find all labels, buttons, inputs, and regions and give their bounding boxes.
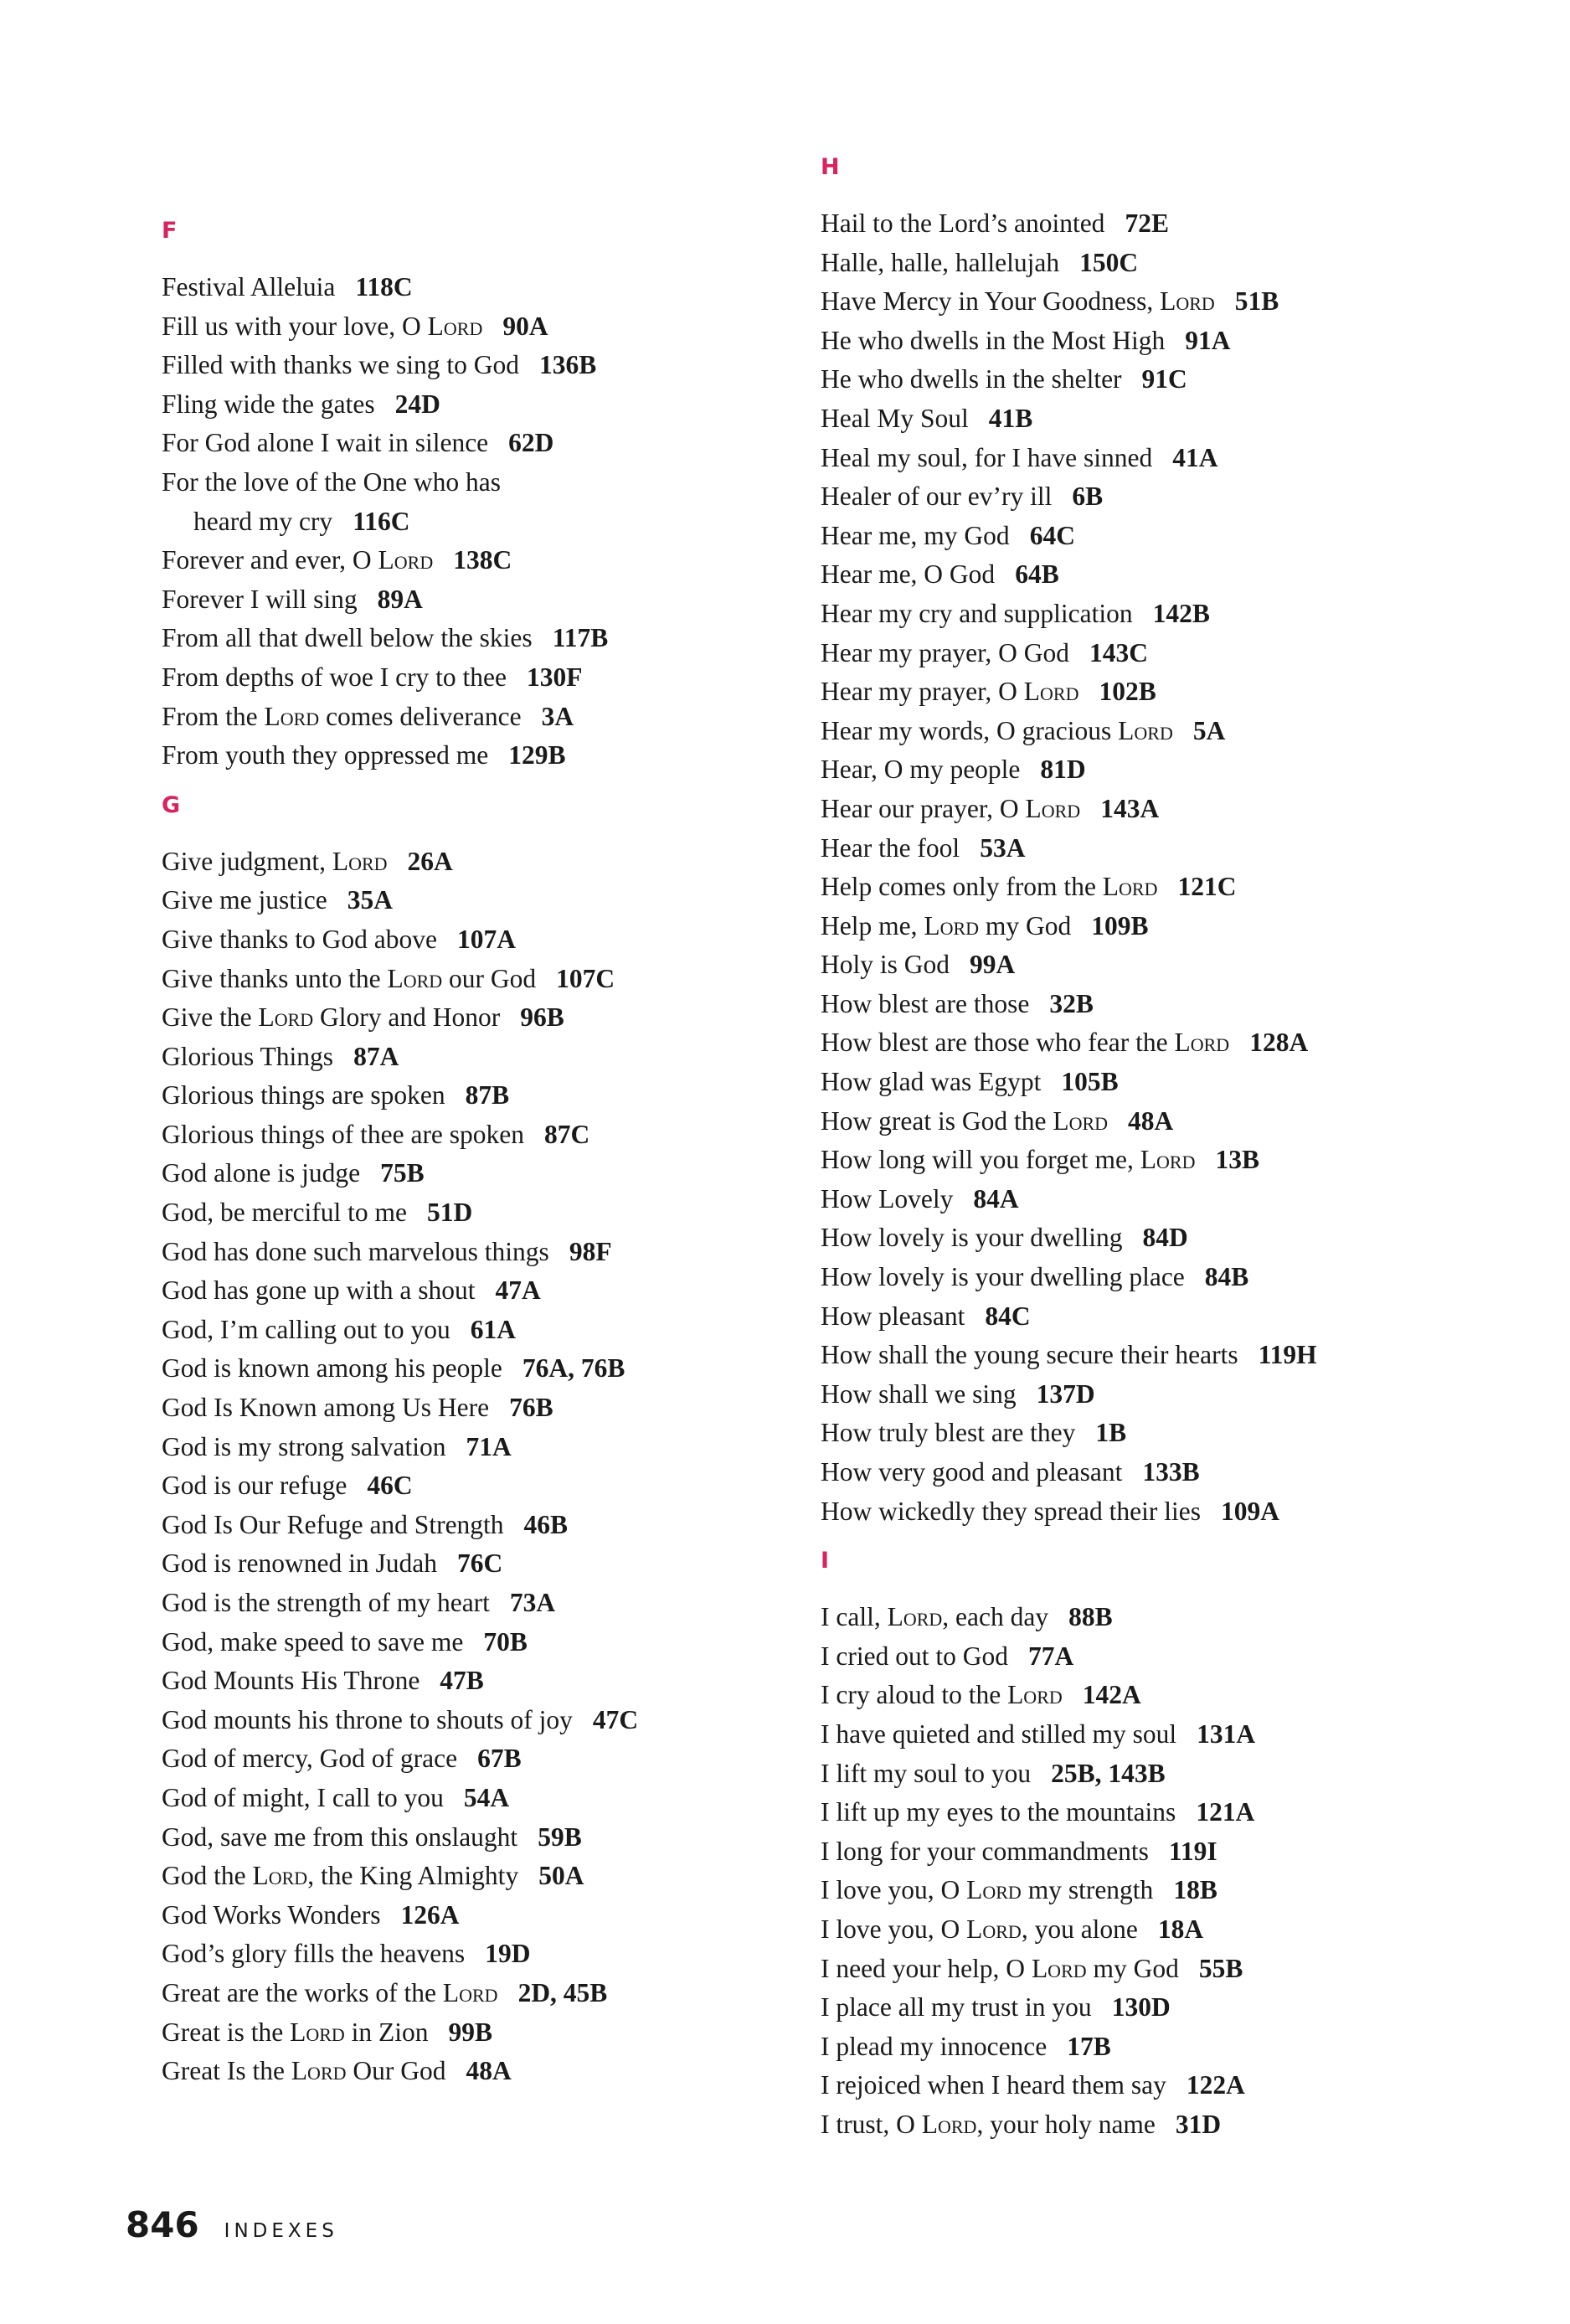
index-entry xyxy=(162,1506,815,1545)
entry-title: Healer of our ev’ry ill xyxy=(821,482,1053,512)
entry-psalm-number: 19D xyxy=(485,1939,531,1969)
entry-psalm-number: 122A xyxy=(1186,2070,1245,2100)
index-entry xyxy=(162,1428,815,1467)
entry-psalm-number: 47C xyxy=(592,1704,639,1734)
index-entry xyxy=(162,619,815,658)
entry-psalm-number: 84A xyxy=(973,1183,1019,1214)
entry-psalm-number: 143C xyxy=(1089,637,1149,667)
entry-title: Glorious things of thee are spoken xyxy=(162,1119,525,1149)
entry-psalm-number: 47B xyxy=(440,1666,484,1696)
entry-psalm-number: 5A xyxy=(1192,715,1226,745)
entry-title: Great is the Lord in Zion xyxy=(162,2017,429,2047)
entry-psalm-number: 88B xyxy=(1068,1602,1113,1632)
entry-psalm-number: 54A xyxy=(463,1782,510,1812)
index-entry xyxy=(821,946,1541,985)
index-entry xyxy=(821,282,1541,322)
entry-psalm-number: 109B xyxy=(1091,910,1149,940)
entry-psalm-number: 3A xyxy=(541,701,574,731)
entry-title-continuation: heard my cry xyxy=(193,506,333,536)
index-entry xyxy=(162,1466,815,1506)
entry-list xyxy=(821,1598,1541,2144)
entry-psalm-number: 119H xyxy=(1258,1340,1317,1370)
entry-psalm-number: 77A xyxy=(1027,1641,1074,1671)
index-entry xyxy=(821,204,1541,244)
entry-title: Give thanks to God above xyxy=(162,924,437,954)
entry-title: God alone is judge xyxy=(162,1158,361,1188)
index-entry xyxy=(162,1349,815,1389)
entry-psalm-number: 84B xyxy=(1204,1262,1249,1292)
entry-title: How great is God the Lord xyxy=(821,1105,1109,1136)
entry-psalm-number: 62D xyxy=(508,428,554,458)
entry-title: How blest are those who fear the Lord xyxy=(821,1028,1230,1058)
section-letter-heading: H xyxy=(821,154,840,180)
entry-psalm-number: 13B xyxy=(1215,1145,1259,1175)
entry-psalm-number: 107A xyxy=(456,924,516,954)
entry-title: God’s glory fills the heavens xyxy=(162,1939,466,1969)
entry-psalm-number: 117B xyxy=(552,623,609,653)
index-entry xyxy=(821,1141,1541,1180)
entry-title: He who dwells in the Most High xyxy=(821,325,1166,355)
index-entry xyxy=(821,2105,1541,2145)
index-entry xyxy=(821,1871,1541,1910)
entry-title: Hear our prayer, O Lord xyxy=(821,793,1081,823)
entry-psalm-number: 6B xyxy=(1072,482,1104,512)
index-entry xyxy=(821,1258,1541,1297)
entry-psalm-number: 91C xyxy=(1141,364,1187,394)
entry-title: God has done such marvelous things xyxy=(162,1236,549,1266)
entry-title: I cry aloud to the Lord xyxy=(821,1680,1063,1710)
index-entry xyxy=(821,1950,1541,1989)
page-footer xyxy=(126,2204,338,2254)
entry-title: God, make speed to save me xyxy=(162,1626,464,1657)
entry-title: God, be merciful to me xyxy=(162,1198,408,1228)
index-entry xyxy=(162,1544,815,1584)
entry-psalm-number: 121C xyxy=(1177,872,1237,902)
entry-psalm-number: 72E xyxy=(1125,209,1169,238)
entry-title: Help me, Lord my God xyxy=(821,910,1072,940)
entry-title: Heal My Soul xyxy=(821,403,969,433)
entry-psalm-number: 51B xyxy=(1234,286,1279,317)
entry-title: Have Mercy in Your Goodness, Lord xyxy=(821,286,1215,317)
index-entry xyxy=(821,1910,1541,1950)
entry-psalm-number: 138C xyxy=(453,545,512,575)
index-entry xyxy=(162,268,815,307)
entry-title: Heal my soul, for I have sinned xyxy=(821,442,1153,472)
entry-psalm-number: 107C xyxy=(556,963,615,993)
index-entry xyxy=(821,439,1541,478)
entry-psalm-number: 133B xyxy=(1142,1457,1200,1487)
entry-title: Glorious things are spoken xyxy=(162,1080,445,1110)
entry-title: Holy is God xyxy=(821,950,950,980)
entry-title: I have quieted and stilled my soul xyxy=(821,1719,1177,1749)
index-entry xyxy=(162,541,815,580)
entry-title: God Mounts His Throne xyxy=(162,1666,420,1696)
entry-psalm-number: 17B xyxy=(1067,2031,1111,2061)
entry-psalm-number: 25B, 143B xyxy=(1051,1758,1166,1788)
entry-psalm-number: 126A xyxy=(400,1899,460,1930)
index-entry xyxy=(821,1297,1541,1337)
entry-title: Forever and ever, O Lord xyxy=(162,545,434,575)
entry-title: God Works Wonders xyxy=(162,1899,381,1930)
entry-psalm-number: 131A xyxy=(1197,1719,1256,1749)
entry-psalm-number: 98F xyxy=(569,1236,612,1266)
entry-title: Glorious Things xyxy=(162,1041,334,1071)
index-entry xyxy=(162,1193,815,1233)
entry-title: From depths of woe I cry to thee xyxy=(162,662,507,692)
entry-title: God of mercy, God of grace xyxy=(162,1744,458,1774)
index-entry xyxy=(821,712,1541,751)
index-entry xyxy=(821,790,1541,829)
index-entry xyxy=(821,907,1541,946)
entry-title: How shall we sing xyxy=(821,1378,1017,1409)
entry-title: God is my strong salvation xyxy=(162,1431,446,1461)
index-entry xyxy=(821,1598,1541,1637)
entry-psalm-number: 91A xyxy=(1185,325,1231,355)
entry-title: God of might, I call to you xyxy=(162,1782,444,1812)
entry-psalm-number: 76A, 76B xyxy=(522,1353,625,1384)
index-entry xyxy=(821,360,1541,399)
entry-psalm-number: 89A xyxy=(377,584,423,614)
index-entry xyxy=(821,672,1541,712)
index-entry xyxy=(821,1988,1541,2028)
entry-title: Fill us with your love, O Lord xyxy=(162,311,483,341)
index-entry xyxy=(821,868,1541,907)
entry-list xyxy=(162,843,815,2091)
entry-psalm-number: 48A xyxy=(1128,1105,1174,1136)
index-entry xyxy=(162,1233,815,1272)
entry-psalm-number: 32B xyxy=(1049,988,1094,1018)
entry-title: I need your help, O Lord my God xyxy=(821,1953,1179,1983)
entry-title: How blest are those xyxy=(821,988,1030,1018)
entry-psalm-number: 116C xyxy=(353,506,410,536)
index-entry xyxy=(821,1063,1541,1102)
index-entry xyxy=(162,1662,815,1701)
index-entry xyxy=(821,555,1541,595)
index-entry xyxy=(162,1584,815,1623)
index-entry xyxy=(821,322,1541,361)
index-entry xyxy=(162,463,815,541)
entry-title: How wickedly they spread their lies xyxy=(821,1496,1201,1526)
entry-title: How shall the young secure their hearts xyxy=(821,1340,1238,1370)
index-entry xyxy=(162,1896,815,1935)
index-entry xyxy=(162,385,815,425)
entry-title: How lovely is your dwelling place xyxy=(821,1262,1185,1292)
left-column xyxy=(162,214,815,2091)
entry-psalm-number: 41B xyxy=(988,403,1033,433)
entry-psalm-number: 105B xyxy=(1061,1067,1119,1097)
index-entry xyxy=(821,1023,1541,1063)
index-entry xyxy=(821,517,1541,556)
index-entry xyxy=(162,1389,815,1428)
entry-psalm-number: 70B xyxy=(483,1626,528,1657)
index-entry xyxy=(162,881,815,920)
index-entry xyxy=(162,1271,815,1311)
entry-title: I call, Lord, each day xyxy=(821,1602,1049,1632)
entry-psalm-number: 130D xyxy=(1111,1992,1171,2023)
entry-title: Hear me, my God xyxy=(821,520,1010,550)
entry-psalm-number: 51D xyxy=(427,1198,473,1228)
entry-title: God the Lord, the King Almighty xyxy=(162,1861,519,1891)
index-entry xyxy=(162,1857,815,1896)
index-entry xyxy=(162,1818,815,1858)
index-entry xyxy=(821,985,1541,1024)
index-entry xyxy=(162,1623,815,1662)
entry-title: How long will you forget me, Lord xyxy=(821,1145,1196,1175)
entry-title: For God alone I wait in silence xyxy=(162,428,489,458)
index-entry xyxy=(162,960,815,999)
entry-psalm-number: 84C xyxy=(985,1301,1031,1331)
index-entry xyxy=(162,1779,815,1818)
entry-title: God Is Our Refuge and Strength xyxy=(162,1509,504,1539)
entry-psalm-number: 73A xyxy=(509,1588,556,1617)
entry-psalm-number: 84D xyxy=(1142,1223,1188,1253)
entry-title: Help comes only from the Lord xyxy=(821,872,1158,902)
index-entry xyxy=(821,1414,1541,1453)
entry-psalm-number: 109A xyxy=(1221,1496,1279,1526)
index-entry xyxy=(162,998,815,1038)
index-entry xyxy=(162,698,815,737)
index-entry xyxy=(821,634,1541,673)
entry-psalm-number: 143A xyxy=(1100,793,1160,823)
entry-title: Filled with thanks we sing to God xyxy=(162,350,519,380)
running-footer-label: INDEXES xyxy=(224,2220,338,2242)
entry-psalm-number: 90A xyxy=(502,311,548,341)
index-entry xyxy=(821,1336,1541,1375)
entry-title: He who dwells in the shelter xyxy=(821,364,1122,394)
index-entry xyxy=(162,2052,815,2091)
entry-list xyxy=(821,204,1541,1531)
entry-psalm-number: 2D, 45B xyxy=(517,1977,608,2007)
index-entry xyxy=(821,595,1541,634)
index-entry xyxy=(162,1076,815,1116)
index-entry xyxy=(162,1154,815,1193)
index-entry xyxy=(821,1832,1541,1872)
index-entry xyxy=(162,580,815,620)
index-entry xyxy=(162,920,815,960)
index-entry xyxy=(162,1701,815,1740)
entry-psalm-number: 53A xyxy=(980,832,1026,863)
entry-psalm-number: 18A xyxy=(1157,1914,1204,1944)
entry-title: I lift my soul to you xyxy=(821,1758,1032,1788)
entry-psalm-number: 31D xyxy=(1175,2109,1222,2139)
index-section-f xyxy=(162,214,815,776)
entry-psalm-number: 137D xyxy=(1036,1378,1095,1409)
entry-title: I long for your commandments xyxy=(821,1836,1149,1866)
entry-title: God is the strength of my heart xyxy=(162,1588,490,1617)
entry-psalm-number: 87C xyxy=(544,1119,590,1149)
entry-title: Give thanks unto the Lord our God xyxy=(162,963,537,993)
entry-psalm-number: 24D xyxy=(394,389,440,419)
entry-psalm-number: 46B xyxy=(523,1509,569,1539)
entry-title: For the love of the One who has xyxy=(162,466,502,497)
index-entry xyxy=(162,1974,815,2013)
index-section-i xyxy=(821,1544,1541,2144)
entry-psalm-number: 18B xyxy=(1173,1875,1217,1905)
entry-psalm-number: 50A xyxy=(538,1861,584,1891)
entry-psalm-number: 35A xyxy=(347,885,393,915)
entry-title: God Is Known among Us Here xyxy=(162,1393,490,1423)
index-entry xyxy=(821,1676,1541,1715)
entry-title: Give the Lord Glory and Honor xyxy=(162,1002,501,1033)
entry-psalm-number: 76C xyxy=(456,1548,503,1579)
entry-psalm-number: 96B xyxy=(520,1002,564,1033)
index-entry xyxy=(162,736,815,776)
index-entry xyxy=(162,307,815,347)
entry-title: I lift up my eyes to the mountains xyxy=(821,1797,1176,1827)
entry-title: How glad was Egypt xyxy=(821,1067,1042,1097)
entry-psalm-number: 46C xyxy=(367,1471,413,1501)
entry-title: How very good and pleasant xyxy=(821,1457,1123,1487)
index-section-g xyxy=(162,789,815,2091)
entry-psalm-number: 41A xyxy=(1172,442,1218,472)
index-entry xyxy=(162,1311,815,1350)
entry-psalm-number: 119I xyxy=(1168,1836,1217,1866)
index-entry xyxy=(162,1116,815,1155)
entry-psalm-number: 26A xyxy=(407,846,453,876)
entry-psalm-number: 64B xyxy=(1015,559,1059,590)
entry-title: Give judgment, Lord xyxy=(162,846,388,876)
entry-list xyxy=(162,268,815,776)
entry-title: Hear my cry and supplication xyxy=(821,598,1133,628)
entry-title: Halle, halle, hallelujah xyxy=(821,247,1060,277)
entry-psalm-number: 64C xyxy=(1029,520,1075,550)
entry-psalm-number: 87B xyxy=(465,1080,510,1110)
entry-title: I place all my trust in you xyxy=(821,1992,1092,2023)
entry-psalm-number: 55B xyxy=(1198,1953,1243,1983)
index-entry xyxy=(821,2028,1541,2067)
entry-title: God, I’m calling out to you xyxy=(162,1314,450,1344)
entry-title: Hail to the Lord’s anointed xyxy=(821,209,1105,238)
entry-title: I trust, O Lord, your holy name xyxy=(821,2109,1156,2139)
entry-title: Forever I will sing xyxy=(162,584,358,614)
entry-title: Hear, O my people xyxy=(821,755,1021,785)
index-entry xyxy=(821,1219,1541,1258)
entry-psalm-number: 150C xyxy=(1079,247,1139,277)
index-entry xyxy=(821,477,1541,517)
entry-psalm-number: 59B xyxy=(538,1822,582,1852)
entry-title: Give me justice xyxy=(162,885,327,915)
entry-psalm-number: 71A xyxy=(466,1431,512,1461)
entry-psalm-number: 128A xyxy=(1249,1028,1309,1058)
index-entry xyxy=(821,2066,1541,2105)
index-entry xyxy=(821,1637,1541,1677)
entry-title: God, save me from this onslaught xyxy=(162,1822,518,1852)
index-entry xyxy=(821,1180,1541,1219)
entry-title: I plead my innocence xyxy=(821,2031,1048,2061)
entry-psalm-number: 76B xyxy=(509,1393,553,1423)
index-entry xyxy=(162,1038,815,1077)
entry-title: From youth they oppressed me xyxy=(162,740,489,770)
index-entry xyxy=(821,244,1541,283)
index-entry xyxy=(821,1755,1541,1794)
entry-title: Great Is the Lord Our God xyxy=(162,2056,446,2086)
entry-title: I rejoiced when I heard them say xyxy=(821,2070,1166,2100)
index-entry xyxy=(162,346,815,385)
section-letter-heading: G xyxy=(162,791,181,818)
index-entry xyxy=(162,1739,815,1779)
entry-title: I love you, O Lord, you alone xyxy=(821,1914,1138,1944)
entry-psalm-number: 1B xyxy=(1095,1418,1127,1448)
entry-psalm-number: 142A xyxy=(1082,1680,1141,1710)
index-entry xyxy=(821,1793,1541,1832)
index-section-h xyxy=(821,151,1541,1531)
index-entry xyxy=(821,1453,1541,1492)
entry-title: Hear me, O God xyxy=(821,559,996,590)
index-entry xyxy=(821,399,1541,439)
right-column xyxy=(821,151,1541,2145)
entry-title: Hear the fool xyxy=(821,832,960,863)
entry-psalm-number: 48A xyxy=(466,2056,512,2086)
entry-title: Fling wide the gates xyxy=(162,389,375,419)
entry-title: Festival Alleluia xyxy=(162,272,336,301)
entry-title: Hear my prayer, O Lord xyxy=(821,677,1079,707)
section-letter-heading: I xyxy=(821,1548,830,1574)
index-entry xyxy=(162,658,815,698)
entry-title: God is renowned in Judah xyxy=(162,1548,437,1579)
index-entry xyxy=(162,843,815,882)
index-entry xyxy=(821,1375,1541,1414)
index-entry xyxy=(821,1102,1541,1141)
entry-title: I love you, O Lord my strength xyxy=(821,1875,1154,1905)
entry-psalm-number: 136B xyxy=(539,350,597,380)
entry-title: God has gone up with a shout xyxy=(162,1275,476,1306)
entry-psalm-number: 47A xyxy=(495,1275,541,1306)
entry-psalm-number: 99B xyxy=(448,2017,493,2047)
entry-title: How Lovely xyxy=(821,1183,954,1214)
index-entry xyxy=(821,750,1541,790)
entry-title: Hear my words, O gracious Lord xyxy=(821,715,1173,745)
entry-title: From the Lord comes deliverance xyxy=(162,701,522,731)
entry-title: How truly blest are they xyxy=(821,1418,1076,1448)
entry-psalm-number: 129B xyxy=(508,740,566,770)
entry-psalm-number: 81D xyxy=(1040,755,1086,785)
index-entry xyxy=(162,2013,815,2053)
index-entry xyxy=(162,1935,815,1974)
entry-psalm-number: 87A xyxy=(353,1041,399,1071)
entry-psalm-number: 130F xyxy=(527,662,583,692)
section-letter-heading: F xyxy=(162,218,178,244)
entry-title: How pleasant xyxy=(821,1301,965,1331)
entry-psalm-number: 75B xyxy=(380,1158,425,1188)
entry-psalm-number: 99A xyxy=(970,950,1016,980)
entry-psalm-number: 121A xyxy=(1196,1797,1255,1827)
entry-psalm-number: 102B xyxy=(1099,677,1156,707)
index-entry xyxy=(162,424,815,463)
page-number: 846 xyxy=(126,2204,199,2245)
entry-title: I cried out to God xyxy=(821,1641,1008,1671)
entry-title: God mounts his throne to shouts of joy xyxy=(162,1704,573,1734)
index-entry xyxy=(821,829,1541,868)
entry-psalm-number: 61A xyxy=(470,1314,516,1344)
entry-title: Hear my prayer, O God xyxy=(821,637,1070,667)
entry-title: From all that dwell below the skies xyxy=(162,623,533,653)
entry-title: God is our refuge xyxy=(162,1471,347,1501)
index-entry xyxy=(821,1715,1541,1755)
entry-psalm-number: 118C xyxy=(355,272,413,301)
entry-psalm-number: 142B xyxy=(1152,598,1210,628)
entry-title: Great are the works of the Lord xyxy=(162,1977,498,2007)
entry-psalm-number: 67B xyxy=(477,1744,522,1774)
entry-title: God is known among his people xyxy=(162,1353,502,1384)
entry-title: How lovely is your dwelling xyxy=(821,1223,1123,1253)
index-entry xyxy=(821,1492,1541,1532)
